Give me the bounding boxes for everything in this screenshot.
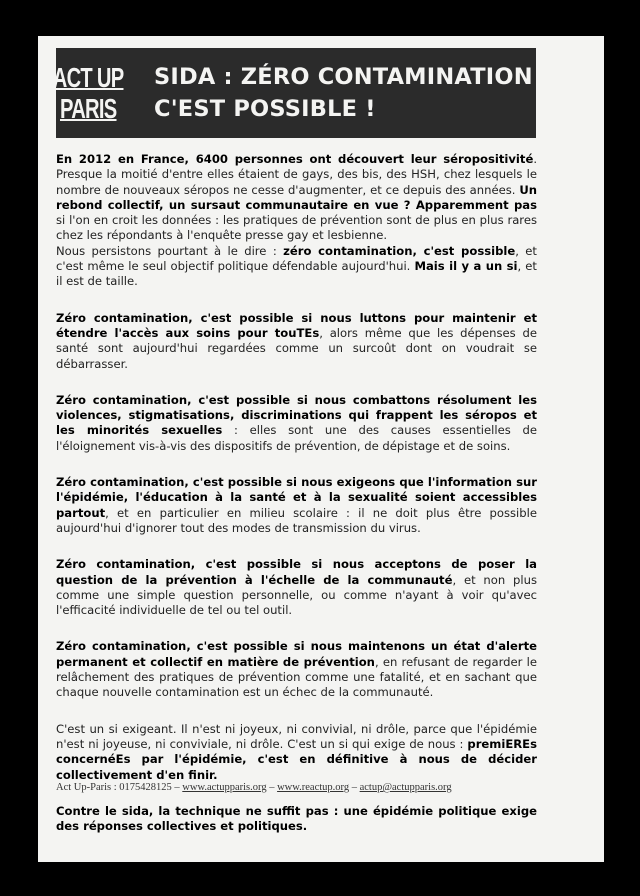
paragraph (56, 244, 537, 290)
paragraph (56, 152, 537, 244)
text-run: si l'on en croit les données : les pratiques de prévention sont de plus en plus rares chez les répondants à l'enquête presse gay et lesbienne. (56, 213, 537, 243)
text-run: C'est un si exigeant. Il n'est ni joyeux, ni convivial, ni drôle, parce que l'épidémie n'est ni joyeuse, ni conviviale, ni drôle. C'est un si qui exige de nous : (56, 721, 537, 751)
logo-line-1: ACT UP (52, 61, 124, 93)
text-run: , en refusant de regarder le relâchement des pratiques de prévention comme une fatalité, et en sachant que chaque nouvelle contamination est un échec de la communauté. (56, 654, 537, 700)
bold-text-run: premiEREs concernéEs par l'épidémie, c'est en définitive à nous de décider collectivement d'en finir. (56, 736, 537, 782)
paragraph (56, 722, 537, 783)
text-run: , alors même que les dépenses de santé sont aujourd'hui regardées comme un surcoût dont on voudrait se débarrasser. (56, 325, 537, 371)
paragraph (56, 311, 537, 372)
bold-text-run: En 2012 en France, 6400 personnes ont découvert leur séropositivité (56, 152, 534, 166)
paragraph (56, 557, 537, 618)
footer-separator: – (266, 782, 278, 793)
text-run: , et non plus comme une simple question personnelle, ou comme n'ayant à voir qu'avec l'efficacité individuelle de tel ou tel outil. (56, 572, 537, 618)
header-banner (52, 48, 536, 138)
paragraph (56, 475, 537, 536)
bold-text-run: Zéro contamination, c'est possible si nous maintenons un état d'alerte permanent et collectif en matière de prévention (56, 639, 537, 669)
footer-separator: – (349, 782, 360, 793)
banner-title-line-2: C'EST POSSIBLE ! (154, 96, 376, 122)
footer-link-reactup[interactable]: www.reactup.org (277, 782, 350, 793)
footer-contact-text: Act Up-Paris : 0175428125 – (56, 782, 183, 793)
bold-text-run: Zéro contamination, c'est possible si nous combattons résolument les violences, stigmatisations, discriminations qui frappent les séropos et les minorités sexuelles (56, 392, 537, 438)
bold-text-run: Un rebond collectif, un sursaut communautaire en vue ? Apparemment pas (56, 182, 537, 212)
text-run: , et en particulier en milieu scolaire : il ne doit plus être possible aujourd'hui d'ignorer tout des modes de transmission du virus. (56, 505, 537, 535)
body-text (56, 152, 537, 834)
footer-link-actupparis[interactable]: www.actupparis.org (182, 782, 267, 793)
banner-title-line-1: SIDA : ZÉRO CONTAMINATION (154, 64, 533, 90)
bold-text-run: Mais il y a un si (414, 259, 518, 274)
footer-link-email[interactable]: actup@actupparis.org (359, 782, 452, 793)
bold-text-run: Contre le sida, la technique ne suffit pas : une épidémie politique exige des réponses collectives et politiques. (56, 803, 537, 834)
text-run: : elles sont une des causes essentielles de l'éloignement vis-à-vis des dispositifs de prévention, de dépistage et de soins. (56, 423, 537, 453)
text-run: . Presque la moitié d'entre elles étaient de gays, des bis, des HSH, chez lesquels le nombre de nouveaux séropos ne cesse d'augmenter, et ce depuis des années. (56, 152, 537, 197)
bold-text-run: Zéro contamination, c'est possible si nous luttons pour maintenir et étendre l'accès aux soins pour touTEs (56, 310, 537, 340)
text-run: Nous persistons pourtant à le dire : (56, 243, 284, 258)
footer-contact (56, 782, 537, 793)
text-run: , et c'est même le seul objectif politique défendable aujourd'hui. (56, 243, 537, 274)
paragraph (56, 804, 537, 835)
act-up-paris-logo (52, 50, 124, 136)
bold-text-run: Zéro contamination, c'est possible si nous exigeons que l'information sur l'épidémie, l'éducation à la santé et à la sexualité soient accessibles partout (56, 475, 537, 520)
banner-title (154, 61, 533, 125)
logo-line-2: PARIS (59, 92, 117, 124)
bold-text-run: zéro contamination, c'est possible (283, 243, 516, 258)
paragraph (56, 639, 537, 700)
paragraph (56, 393, 537, 454)
bold-text-run: Zéro contamination, c'est possible si nous acceptons de poser la question de la prévention à l'échelle de la communauté (56, 557, 537, 587)
text-run: , et il est de taille. (56, 259, 537, 289)
